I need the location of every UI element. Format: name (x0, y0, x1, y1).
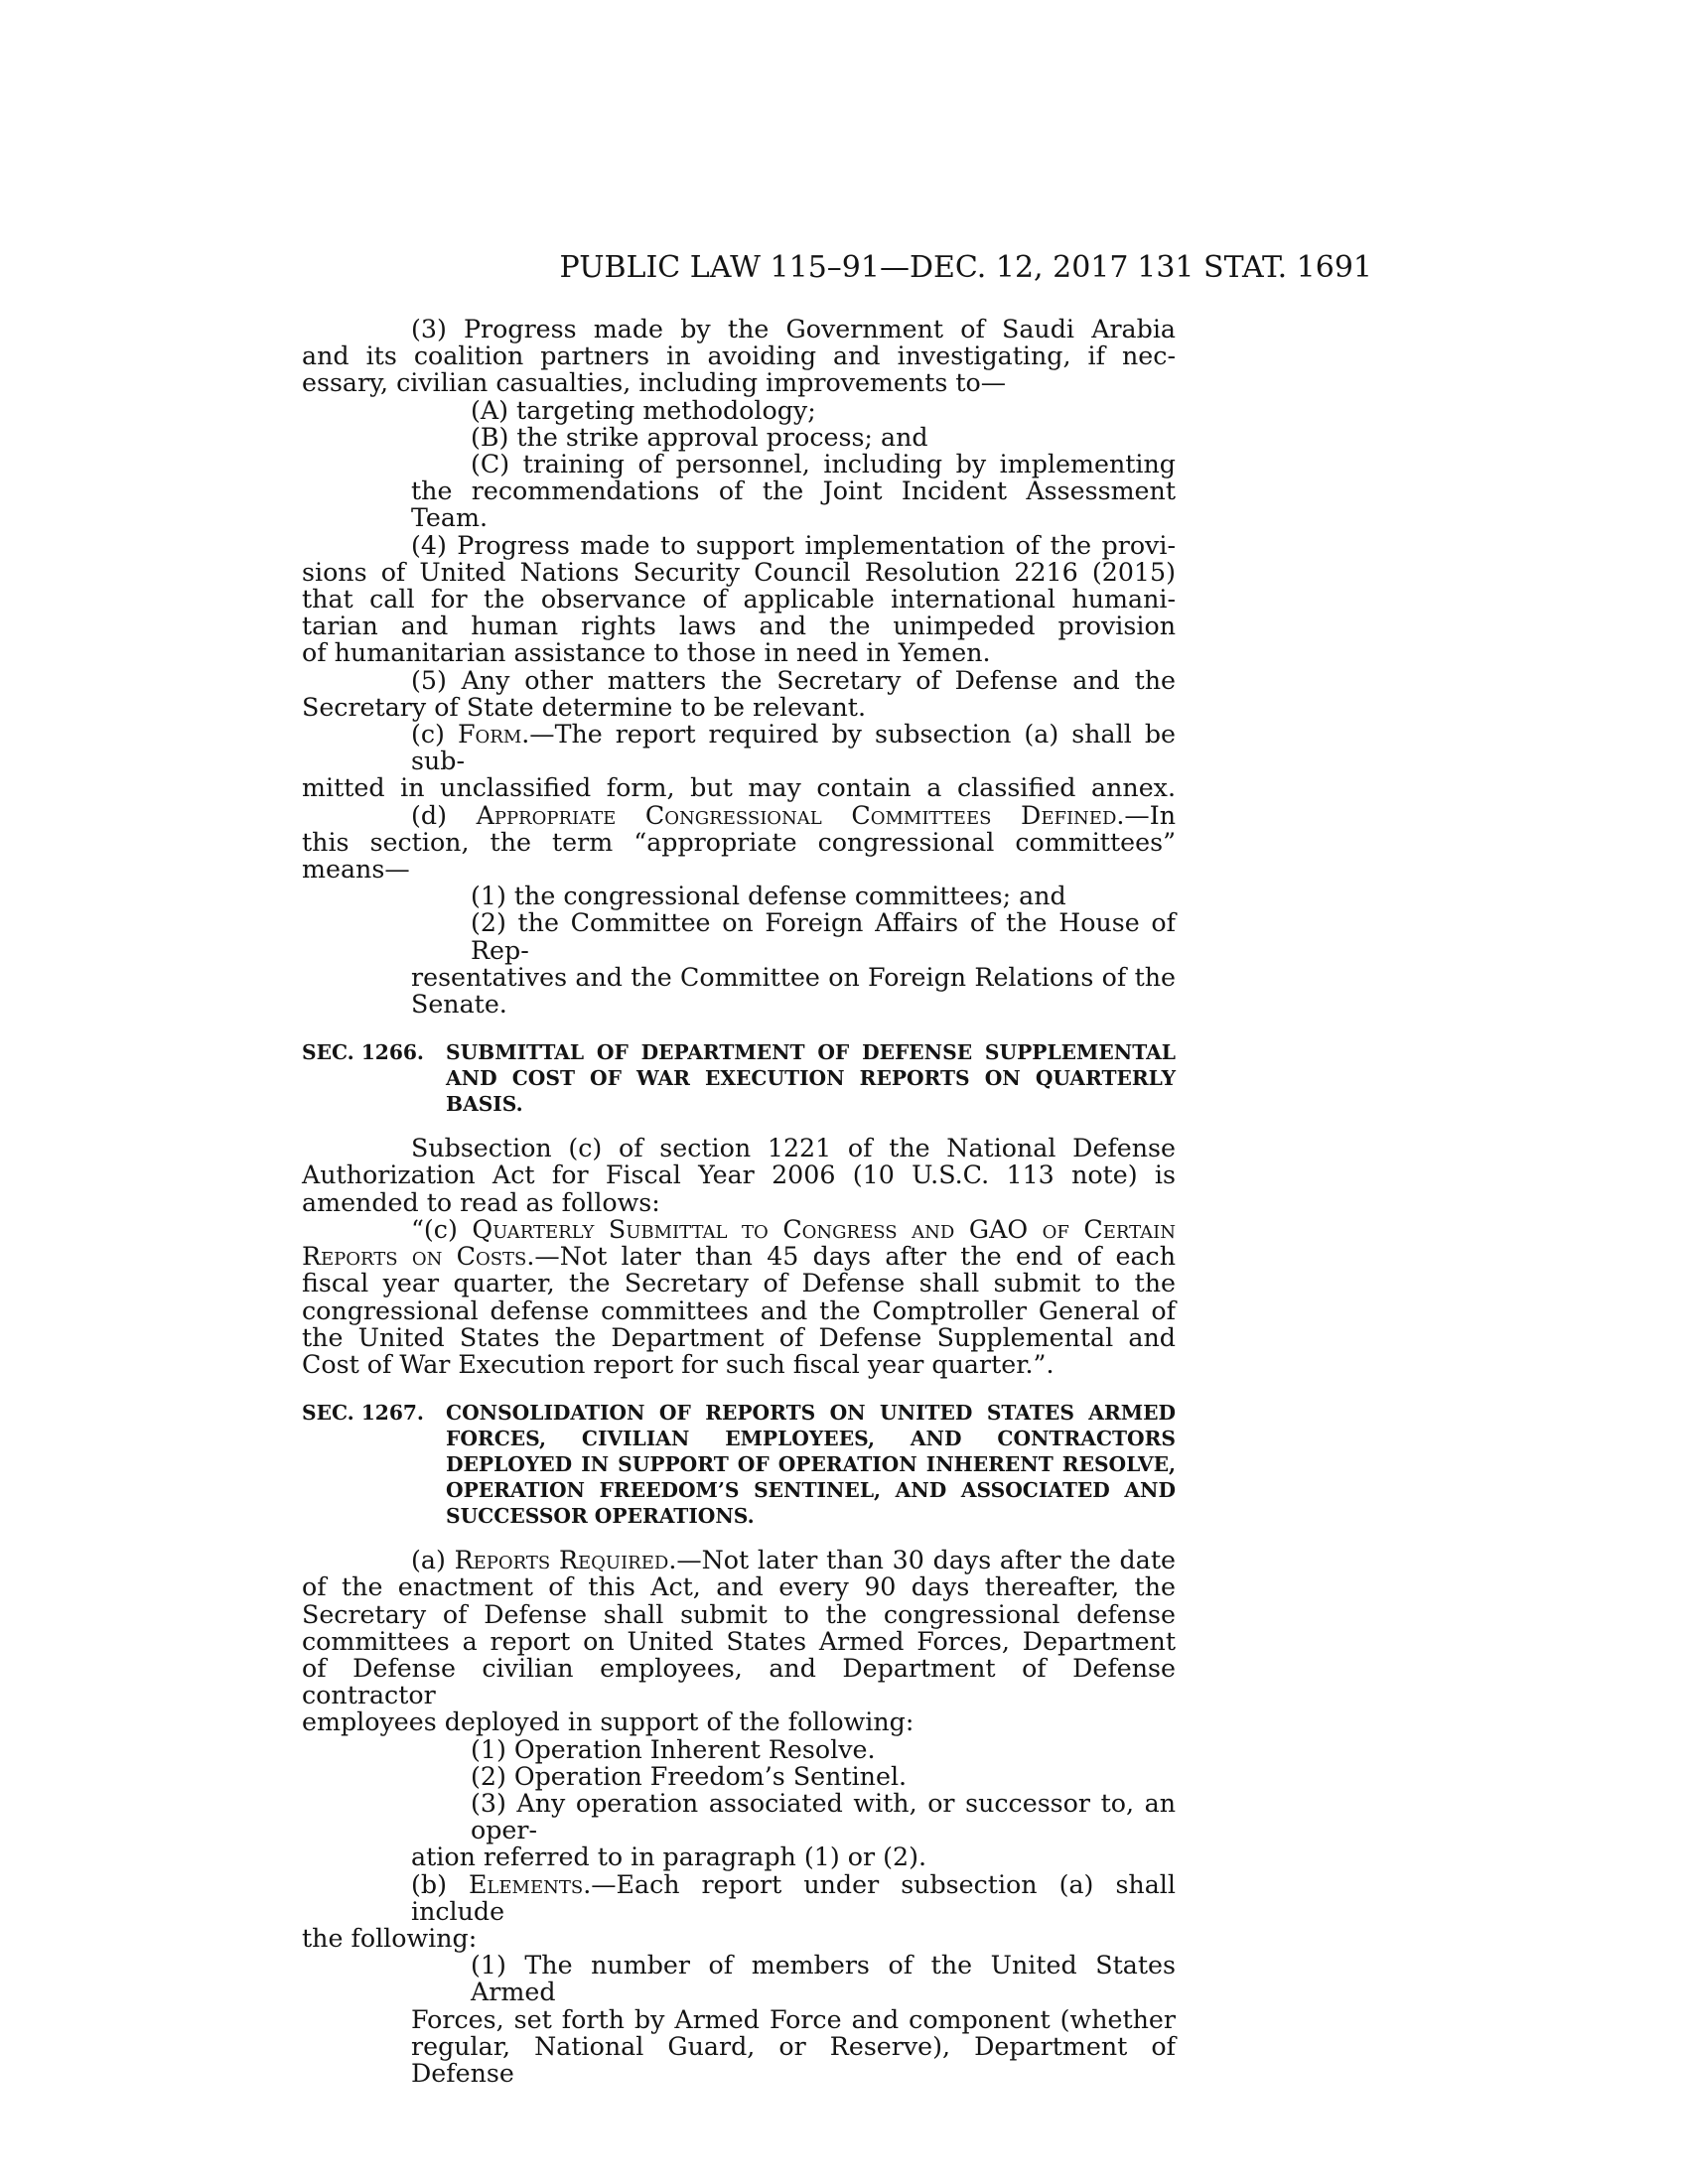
text-line: of humanitarian assistance to those in need in Yemen. (302, 638, 991, 668)
text-line: mitted in unclassified form, but may contain a classified annex. (302, 773, 1176, 803)
text-line: employees deployed in support of the following: (302, 1707, 914, 1737)
section-title: CONSOLIDATION OF REPORTS ON UNITED STATES ARMED FORCES, CIVILIAN EMPLOYEES, AND CONTRACTORS DEPLOYED IN SUPPORT OF OPERATION INHERENT RESOLVE, OPERATION FREEDOM’S SENTINEL, AND ASSOCIATED AND SUCCESSOR OPERATIONS. (446, 1401, 1176, 1529)
text-line: resentatives and the Committee on Foreign Relations of the (411, 962, 1176, 992)
text-line: (3) Progress made by the Government of Saudi Arabia (411, 315, 1176, 343)
text-line: (1) Operation Inherent Resolve. (471, 1734, 876, 1764)
section-heading-1266 (302, 1039, 1176, 1117)
text-line: (A) targeting methodology; (471, 395, 816, 425)
text-line: sions of United Nations Security Council Resolution 2216 (2015) (302, 557, 1176, 587)
text-line: (B) the strike approval process; and (471, 422, 928, 452)
text-line: (4) Progress made to support implementation of the provi- (411, 530, 1176, 560)
text-line: (2) Operation Freedom’s Sentinel. (471, 1761, 908, 1791)
text-line: “(c) Quarterly Submittal to Congress and GAO of Certain (411, 1214, 1177, 1244)
text-line: of Defense civilian employees, and Department of Defense contractor (302, 1653, 1176, 1710)
text-line: the following: (302, 1923, 478, 1953)
text-line: of the enactment of this Act, and every 90 days thereafter, the (302, 1572, 1176, 1602)
section-heading-1267 (302, 1400, 1176, 1529)
text-line: (2) the Committee on Foreign Affairs of the House of Rep- (471, 908, 1176, 965)
text-line: essary, civilian casualties, including improvements to— (302, 368, 1007, 398)
section-title: SUBMITTAL OF DEPARTMENT OF DEFENSE SUPPLEMENTAL AND COST OF WAR EXECUTION REPORTS ON QUARTERLY BASIS. (446, 1040, 1176, 1117)
text-line: Authorization Act for Fiscal Year 2006 (10 U.S.C. 113 note) is (302, 1160, 1176, 1190)
text-line: Forces, set forth by Armed Force and component (whether (411, 2004, 1176, 2034)
text-line: Senate. (411, 990, 507, 1020)
text-line: Subsection (c) of section 1221 of the National Defense (411, 1134, 1176, 1163)
text-line: the United States the Department of Defense Supplemental and (302, 1322, 1176, 1352)
text-line: amended to read as follows: (302, 1187, 660, 1217)
text-line: (1) The number of members of the United States Armed (471, 1951, 1176, 2007)
text-column (302, 316, 1176, 2087)
section-number: SEC. 1267. (302, 1401, 424, 1426)
text-line: ation referred to in paragraph (1) or (2). (411, 1843, 927, 1872)
text-line: fiscal year quarter, the Secretary of Defense shall submit to the (302, 1269, 1176, 1298)
text-line: the recommendations of the Joint Incident Assessment (411, 477, 1176, 506)
text-line: (b) Elements.—Each report under subsection (a) shall include (411, 1869, 1176, 1926)
text-line: means— (302, 855, 410, 885)
text-line: regular, National Guard, or Reserve), Department of Defense (411, 2031, 1176, 2088)
text-line: and its coalition partners in avoiding and investigating, if nec- (302, 341, 1176, 371)
running-head: PUBLIC LAW 115–91—DEC. 12, 2017 (559, 250, 1129, 285)
text-line: Team. (411, 503, 488, 533)
text-line: Secretary of State determine to be relevant. (302, 692, 867, 722)
text-line: Secretary of Defense shall submit to the congressional defense (302, 1599, 1176, 1629)
page-number: 131 STAT. 1691 (1137, 250, 1372, 285)
text-line: (1) the congressional defense committees; and (471, 882, 1066, 911)
text-line: (5) Any other matters the Secretary of Defense and the (411, 665, 1176, 695)
page-header (0, 248, 1688, 288)
text-line: tarian and human rights laws and the unimpeded provision (302, 612, 1176, 641)
text-line: Cost of War Execution report for such fiscal year quarter.”. (302, 1349, 1055, 1379)
text-line: Reports on Costs.—Not later than 45 days after the end of each (302, 1242, 1177, 1272)
text-line: (a) Reports Required.—Not later than 30 days after the date (411, 1546, 1176, 1575)
text-line: that call for the observance of applicable international humani- (302, 585, 1176, 614)
text-line: (C) training of personnel, including by implementing (471, 450, 1176, 479)
text-line: (3) Any operation associated with, or successor to, an oper- (471, 1788, 1176, 1845)
text-line: (c) Form.—The report required by subsection (a) shall be sub- (411, 720, 1176, 776)
section-number: SEC. 1266. (302, 1040, 424, 1065)
text-line: this section, the term “appropriate congressional committees” (302, 827, 1176, 857)
text-line: committees a report on United States Armed Forces, Department (302, 1626, 1176, 1656)
text-line: congressional defense committees and the Comptroller General of (302, 1296, 1176, 1325)
text-line: (d) Appropriate Congressional Committees Defined.—In (411, 800, 1177, 830)
